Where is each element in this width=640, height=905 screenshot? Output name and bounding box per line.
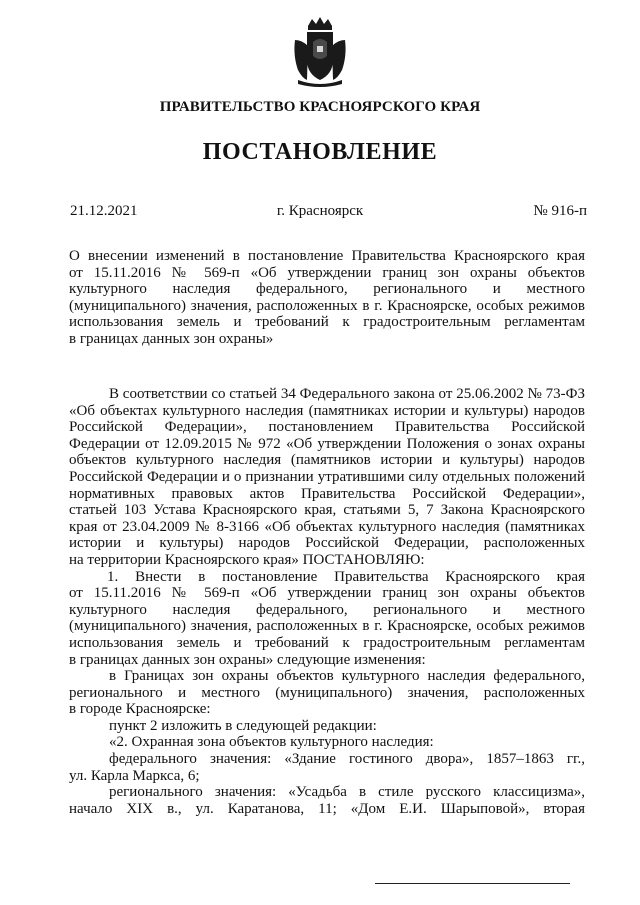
body-line: (муниципального) значения, расположенных в г. Красноярске, особых режимов <box>69 618 585 635</box>
document-city: г. Красноярск <box>276 203 364 219</box>
document-body <box>69 386 585 817</box>
body-line: культурного наследия федерального, регионального и местного <box>69 601 585 618</box>
body-line: ул. Карла Маркса, 6; <box>69 767 200 784</box>
body-line: регионального и местного (муниципального) значения, расположенных <box>69 684 585 701</box>
body-line: края от 23.04.2009 № 8-3166 «Об объектах культурного наследия (памятниках <box>69 518 585 535</box>
subject-line: в границах данных зон охраны» <box>69 330 274 347</box>
body-line: в границах данных зон охраны» следующие изменения: <box>69 651 426 668</box>
subject-line: (муниципального) значения, расположенных в г. Красноярске, особых режимов <box>69 297 585 314</box>
body-line: нормативных правовых актов Правительства Российской Федерации», <box>69 485 585 502</box>
document-subject <box>69 248 585 348</box>
body-line: объектов культурного наследия (памятников истории и культуры) народов <box>69 452 585 469</box>
body-line: «2. Охранная зона объектов культурного наследия: <box>109 734 434 751</box>
footer-divider <box>375 883 570 884</box>
document-type-title: ПОСТАНОВЛЕНИЕ <box>202 139 438 165</box>
document-number: № 916-п <box>533 203 587 219</box>
body-line: в Границах зон охраны объектов культурного наследия федерального, <box>109 668 585 685</box>
subject-line: использования земель и требований к градостроительным регламентам <box>69 314 585 331</box>
body-line: регионального значения: «Усадьба в стиле русского классицизма», <box>109 784 585 801</box>
body-line: статьей 103 Устава Красноярского края, статьями 5, 7 Закона Красноярского <box>69 502 585 519</box>
body-line: Российской Федерации и о признании утратившими силу отдельных положений <box>69 468 585 485</box>
body-line: на территории Красноярского края» ПОСТАНОВЛЯЮ: <box>69 551 425 568</box>
body-line: 1. Внести в постановление Правительства Красноярского края <box>107 568 585 585</box>
body-line: В соответствии со статьей 34 Федерального закона от 25.06.2002 № 73-ФЗ <box>109 386 585 402</box>
body-line: Российской Федерации», постановлением Правительства Российской <box>69 419 585 436</box>
organization-heading: ПРАВИТЕЛЬСТВО КРАСНОЯРСКОГО КРАЯ <box>159 99 481 115</box>
document-date: 21.12.2021 <box>70 203 138 219</box>
subject-line: культурного наследия федерального, регионального и местного <box>69 281 585 298</box>
body-line: от 15.11.2016 № 569-п «Об утверждении границ зон охраны объектов <box>69 585 585 602</box>
body-line: Федерации от 12.09.2015 № 972 «Об утверждении Положения о зонах охраны <box>69 435 585 452</box>
body-line: начало XIX в., ул. Каратанова, 11; «Дом Е.И. Шарыповой», вторая <box>69 800 585 817</box>
subject-line: от 15.11.2016 № 569-п «Об утверждении границ зон охраны объектов <box>69 264 585 281</box>
coat-of-arms-icon <box>292 16 348 88</box>
body-line: истории и культуры) народов Российской Федерации, расположенных <box>69 535 585 552</box>
body-line: пункт 2 изложить в следующей редакции: <box>109 717 377 734</box>
body-line: в городе Красноярске: <box>69 701 211 718</box>
body-line: федерального значения: «Здание гостиного двора», 1857–1863 гг., <box>109 751 585 768</box>
body-line: «Об объектах культурного наследия (памятниках истории и культуры) народов <box>69 402 585 419</box>
body-line: использования земель и требований к градостроительным регламентам <box>69 634 585 651</box>
subject-line: О внесении изменений в постановление Правительства Красноярского края <box>69 248 585 264</box>
